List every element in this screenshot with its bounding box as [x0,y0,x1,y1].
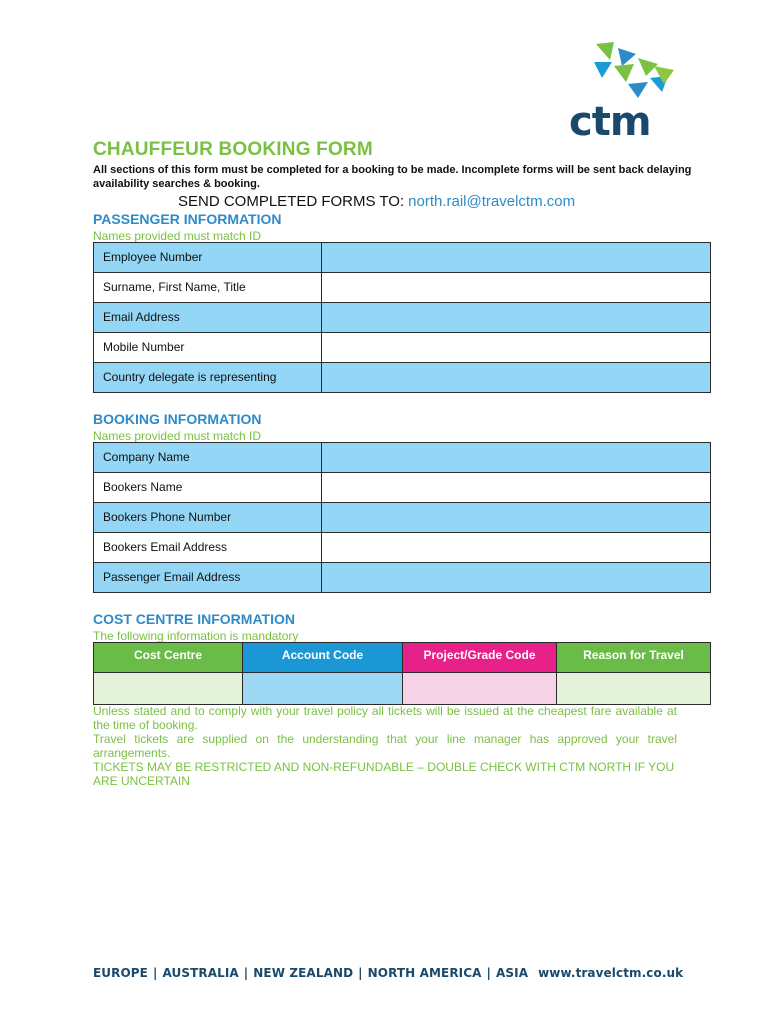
field-label: Surname, First Name, Title [94,273,322,303]
field-label: Passenger Email Address [94,563,322,593]
cost-heading: COST CENTRE INFORMATION [93,611,295,627]
send-email-link[interactable]: north.rail@travelctm.com [408,193,576,210]
email-address-input[interactable] [322,303,711,333]
table-row [94,273,711,303]
note-line-1: Unless stated and to comply with your travel policy all tickets will be issued at the cheapest fare available at the time of booking. [93,704,677,732]
project-grade-input[interactable] [403,673,557,705]
field-label: Bookers Phone Number [94,503,322,533]
passenger-note: Names provided must match ID [93,229,262,243]
footer-region: ASIA [496,966,529,980]
cost-centre-input[interactable] [94,673,243,705]
table-row [94,243,711,273]
account-code-input[interactable] [243,673,403,705]
send-label: SEND COMPLETED FORMS TO: [178,193,405,210]
field-label: Mobile Number [94,333,322,363]
cost-centre-header: Cost Centre [94,643,243,673]
table-row [94,503,711,533]
project-grade-header: Project/Grade Code [403,643,557,673]
field-label: Company Name [94,443,322,473]
table-row [94,563,711,593]
ctm-logo-text: ctm [569,99,651,145]
note-line-3: TICKETS MAY BE RESTRICTED AND NON-REFUNDABLE – DOUBLE CHECK WITH CTM NORTH IF YOU ARE UNCERTAIN [93,760,675,788]
booking-heading: BOOKING INFORMATION [93,411,262,427]
footer-separator: | [486,966,492,980]
footer-separator: | [152,966,158,980]
cost-table [93,642,711,705]
field-label: Country delegate is representing [94,363,322,393]
footer-region: EUROPE [93,966,148,980]
bookers-name-input[interactable] [322,473,711,503]
booking-table [93,442,711,593]
field-label: Bookers Email Address [94,533,322,563]
table-row [94,333,711,363]
bookers-phone-input[interactable] [322,503,711,533]
reason-header: Reason for Travel [557,643,711,673]
table-row [94,473,711,503]
field-label: Email Address [94,303,322,333]
footer-separator: | [358,966,363,980]
footer-website-link[interactable]: www.travelctm.co.uk [538,966,684,980]
note-line-2: Travel tickets are supplied on the understanding that your line manager has approved your travel arrangements. [93,732,677,760]
table-row [94,673,711,705]
account-code-header: Account Code [243,643,403,673]
country-delegate-input[interactable] [322,363,711,393]
notes [93,704,677,788]
table-row [94,643,711,673]
company-name-input[interactable] [322,443,711,473]
form-intro: All sections of this form must be completed for a booking to be made. Incomplete forms will be sent back delaying availability searches & booking. [93,164,692,190]
surname-input[interactable] [322,273,711,303]
table-row [94,533,711,563]
field-label: Bookers Name [94,473,322,503]
employee-number-input[interactable] [322,243,711,273]
reason-input[interactable] [557,673,711,705]
send-to-line [178,193,575,210]
footer-region: NORTH AMERICA [367,966,482,980]
bookers-email-input[interactable] [322,533,711,563]
passenger-table [93,242,711,393]
cost-note: The following information is mandatory [93,629,299,643]
passenger-heading: PASSENGER INFORMATION [93,211,282,227]
booking-note: Names provided must match ID [93,429,262,443]
table-row [94,303,711,333]
table-row [94,363,711,393]
field-label: Employee Number [94,243,322,273]
footer [93,966,683,980]
footer-region: AUSTRALIA [162,966,239,980]
mobile-number-input[interactable] [322,333,711,363]
footer-separator: | [243,966,249,980]
passenger-email-input[interactable] [322,563,711,593]
footer-region: NEW ZEALAND [253,966,354,980]
form-title: CHAUFFEUR BOOKING FORM [93,139,373,160]
table-row [94,443,711,473]
